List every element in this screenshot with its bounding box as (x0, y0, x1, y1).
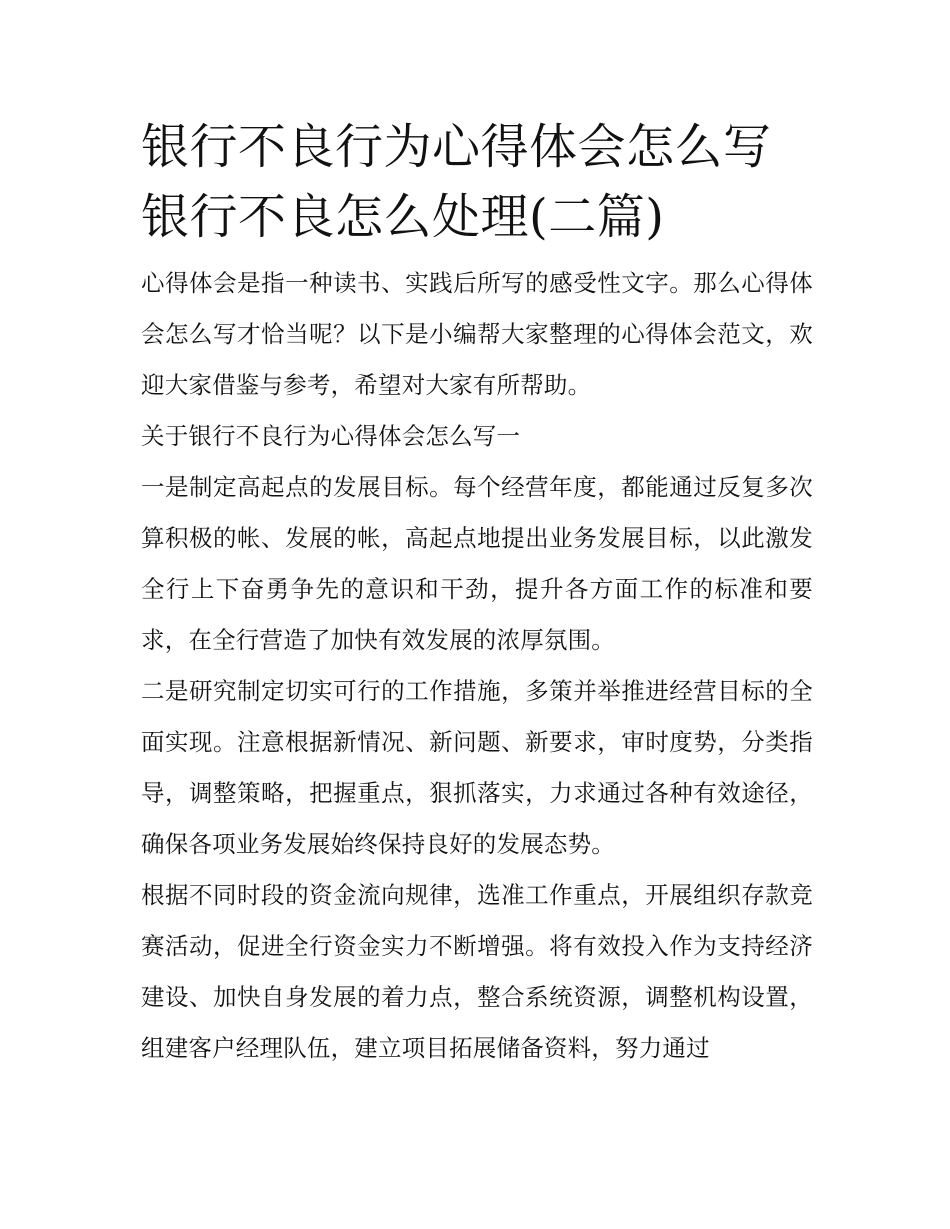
document-body (141, 112, 813, 1074)
body-paragraph-1: 一是制定高起点的发展目标。每个经营年度，都能通过反复多次算积极的帐、发展的帐，高起点地提出业务发展目标，以此激发全行上下奋勇争先的意识和干劲，提升各方面工作的标准和要求，在全行营造了加快有效发展的浓厚氛围。 (141, 473, 813, 654)
document-title: 银行不良行为心得体会怎么写银行不良怎么处理(二篇) (141, 119, 772, 245)
body-paragraph-3: 根据不同时段的资金流向规律，选准工作重点，开展组织存款竞赛活动，促进全行资金实力不断增强。将有效投入作为支持经济建设、加快自身发展的着力点，整合系统资源，调整机构设置，组建客户经理队伍，建立项目拓展储备资料，努力通过 (141, 881, 813, 1062)
section-heading: 关于银行不良行为心得体会怎么写一 (141, 422, 521, 450)
intro-paragraph: 心得体会是指一种读书、实践后所写的感受性文字。那么心得体会怎么写才恰当呢？以下是小编帮大家整理的心得体会范文，欢迎大家借鉴与参考，希望对大家有所帮助。 (141, 269, 813, 399)
body-paragraph-2: 二是研究制定切实可行的工作措施，多策并举推进经营目标的全面实现。注意根据新情况、新问题、新要求，审时度势，分类指导，调整策略，把握重点，狠抓落实，力求通过各种有效途径，确保各项业务发展始终保持良好的发展态势。 (141, 677, 813, 858)
